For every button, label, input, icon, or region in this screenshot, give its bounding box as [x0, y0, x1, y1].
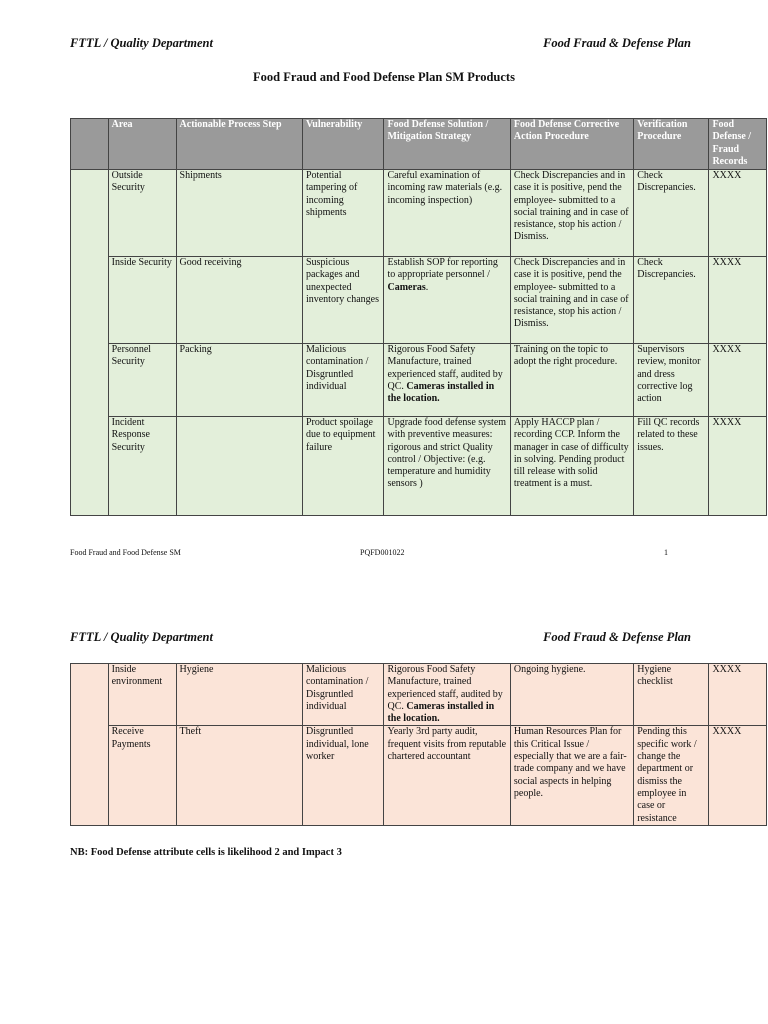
cell-verification: Pending this specific work / change the department or dismiss the employee in case or resistance — [634, 726, 709, 826]
cell-records: XXXX — [709, 664, 767, 726]
cell-corrective: Check Discrepancies and in case it is positive, pend the employee- submitted to a social training and in case of resistance, stop his action / Dismiss. — [510, 170, 633, 257]
cell-vulnerability: Malicious contamination / Disgruntled individual — [302, 344, 384, 417]
table-row — [71, 257, 767, 344]
cell-vulnerability: Suspicious packages and unexpected inventory changes — [302, 257, 384, 344]
food-fraud-label: Food — [105, 184, 109, 222]
cell-step: Packing — [176, 344, 302, 417]
cell-vulnerability: Disgruntled individual, lone worker — [302, 726, 384, 826]
footer-doc-name: Food Fraud and Food Defense SM — [70, 548, 181, 557]
document-title: Food Fraud and Food Defense Plan SM Products — [253, 70, 515, 84]
cell-step: Hygiene — [176, 664, 302, 726]
header-plan-name: Food Fraud & Defense Plan — [543, 36, 691, 50]
cell-verification: Check Discrepancies. — [634, 257, 709, 344]
cell-area: Inside environment — [108, 664, 176, 726]
header-department: FTTL / Quality Department — [70, 36, 213, 50]
table-row — [71, 664, 767, 726]
header-plan-name: Food Fraud & Defense Plan — [543, 630, 691, 644]
cell-corrective: Human Resources Plan for this Critical Issue / especially that we are a fair-trade company and we have social aspects in helping people. — [510, 726, 633, 826]
cell-solution: Yearly 3rd party audit, frequent visits from reputable chartered accountant — [384, 726, 510, 826]
footnote: NB: Food Defense attribute cells is likelihood 2 and Impact 3 — [70, 847, 342, 858]
column-header-area: Area — [108, 119, 176, 170]
cell-verification: Hygiene checklist — [634, 664, 709, 726]
cell-corrective: Training on the topic to adopt the right procedure. — [510, 344, 633, 417]
cell-records: XXXX — [709, 170, 767, 257]
table-row — [71, 417, 767, 516]
column-header-solution: Food Defense Solution / Mitigation Strategy — [384, 119, 510, 170]
cell-verification: Supervisors review, monitor and dress corrective log action — [634, 344, 709, 417]
cell-step: Good receiving — [176, 257, 302, 344]
cell-area: Incident Response Security — [108, 417, 176, 516]
column-header-corrective: Food Defense Corrective Action Procedure — [510, 119, 633, 170]
cell-verification: Fill QC records related to these issues. — [634, 417, 709, 516]
cell-vulnerability: Product spoilage due to equipment failure — [302, 417, 384, 516]
header-blank-cell — [71, 119, 109, 170]
table-row — [71, 344, 767, 417]
cell-records: XXXX — [709, 344, 767, 417]
cell-solution: Establish SOP for reporting to appropriate personnel / Cameras. — [384, 257, 510, 344]
cell-solution: Upgrade food defense system with preventive measures: rigorous and strict Quality control / Objective: (e.g. temperature and humidity sensors ) — [384, 417, 510, 516]
column-header-step: Actionable Process Step — [176, 119, 302, 170]
cell-area: Receive Payments — [108, 726, 176, 826]
cell-vulnerability: Potential tampering of incoming shipments — [302, 170, 384, 257]
cell-area: Outside Security — [108, 170, 176, 257]
section-label-cell — [71, 170, 109, 516]
cell-solution: Rigorous Food Safety Manufacture, trained experienced staff, audited by QC. Cameras installed in the location. — [384, 344, 510, 417]
cell-corrective: Check Discrepancies and in case it is positive, pend the employee- submitted to a social training and in case of resistance, stop his action / Dismiss. — [510, 257, 633, 344]
column-header-verification: Verification Procedure — [634, 119, 709, 170]
section-label-cell — [71, 664, 109, 826]
cell-records: XXXX — [709, 417, 767, 516]
page1-header — [70, 36, 691, 51]
column-header-records: Food Defense / Fraud Records — [709, 119, 767, 170]
table-row — [71, 170, 767, 257]
page2-header — [70, 630, 691, 645]
cell-vulnerability: Malicious contamination / Disgruntled individual — [302, 664, 384, 726]
food-fraud-table — [70, 118, 767, 516]
cell-area: Inside Security — [108, 257, 176, 344]
table-row — [71, 726, 767, 826]
cell-area: Personnel Security — [108, 344, 176, 417]
cell-corrective: Apply HACCP plan / recording CCP. Inform the manager in case of difficulty in solving. Pending product till release with solid treatment is a must. — [510, 417, 633, 516]
footer-page-number: 1 — [664, 548, 668, 557]
cell-solution: Careful examination of incoming raw materials (e.g. incoming inspection) — [384, 170, 510, 257]
cell-step: Shipments — [176, 170, 302, 257]
cell-records: XXXX — [709, 726, 767, 826]
footer-doc-code: PQFD001022 — [360, 548, 405, 557]
table-header-row — [71, 119, 767, 170]
cell-step — [176, 417, 302, 516]
column-header-vulnerability: Vulnerability — [302, 119, 384, 170]
food-defense-table — [70, 663, 767, 826]
cell-records: XXXX — [709, 257, 767, 344]
cell-solution: Rigorous Food Safety Manufacture, trained experienced staff, audited by QC. Cameras installed in the location. — [384, 664, 510, 726]
cell-step: Theft — [176, 726, 302, 826]
cell-corrective: Ongoing hygiene. — [510, 664, 633, 726]
header-department: FTTL / Quality Department — [70, 630, 213, 644]
cell-verification: Check Discrepancies. — [634, 170, 709, 257]
